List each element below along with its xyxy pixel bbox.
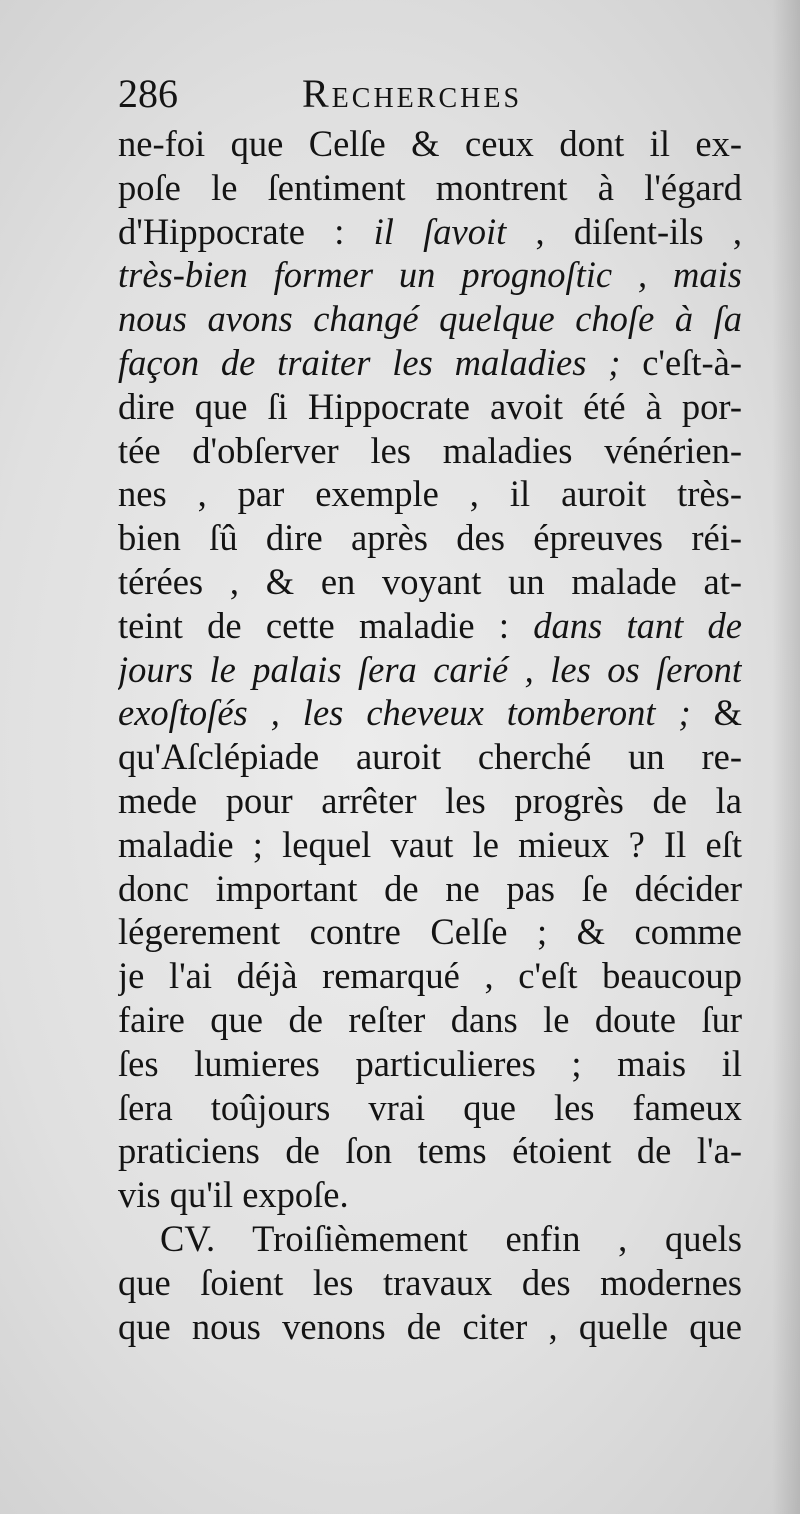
text-line xyxy=(118,1086,742,1130)
text-segment: qu'Aſclépiade auroit cherché un re- xyxy=(118,736,742,778)
text-line xyxy=(118,122,742,166)
italic-text-segment: jours le palais ſera carié , les os ſeront xyxy=(118,648,742,690)
page-gutter-shadow xyxy=(772,0,800,1514)
text-line xyxy=(118,560,742,604)
text-line xyxy=(118,297,742,341)
text-segment: maladie ; lequel vaut le mieux ? Il eſt xyxy=(118,823,742,865)
text-line xyxy=(118,998,742,1042)
text-segment: & xyxy=(690,692,742,734)
italic-text-segment: nous avons changé quelque choſe à ſa xyxy=(118,298,742,340)
text-line xyxy=(118,516,742,560)
italic-text-segment: très-bien former un prognoſtic , mais xyxy=(118,254,742,296)
text-line xyxy=(118,954,742,998)
text-segment: CV. Troiſièmement enfin , quels xyxy=(160,1217,742,1259)
text-line xyxy=(118,385,742,429)
text-line xyxy=(118,735,742,779)
text-line xyxy=(118,1042,742,1086)
text-segment: , diſent-ils , xyxy=(506,210,742,252)
text-segment: c'eſt-à- xyxy=(620,341,742,383)
text-line xyxy=(118,166,742,210)
body-text xyxy=(118,122,742,1348)
text-segment: que ſoient les travaux des modernes xyxy=(118,1261,742,1303)
text-line xyxy=(118,867,742,911)
text-line xyxy=(118,648,742,692)
text-segment: je l'ai déjà remarqué , c'eſt beaucoup xyxy=(118,955,742,997)
text-line xyxy=(118,691,742,735)
text-line xyxy=(118,1217,742,1261)
text-line xyxy=(118,1261,742,1305)
text-line xyxy=(118,472,742,516)
text-line xyxy=(118,1129,742,1173)
text-segment: que nous venons de citer , quelle que xyxy=(118,1305,742,1347)
text-segment: d'Hippocrate : xyxy=(118,210,374,252)
text-segment: tée d'obſerver les maladies vénérien- xyxy=(118,429,742,471)
text-segment: faire que de reſter dans le doute ſur xyxy=(118,998,742,1040)
text-segment: vis qu'il expoſe. xyxy=(118,1174,349,1216)
text-line xyxy=(118,910,742,954)
text-segment: praticiens de ſon tems étoient de l'a- xyxy=(118,1130,742,1172)
text-line xyxy=(118,1173,742,1217)
text-segment: légerement contre Celſe ; & comme xyxy=(118,911,742,953)
text-segment: poſe le ſentiment montrent à l'égard xyxy=(118,166,742,208)
text-line xyxy=(118,210,742,254)
text-segment: nes , par exemple , il auroit très- xyxy=(118,473,742,515)
italic-text-segment: dans tant de xyxy=(533,604,742,646)
page-number: 286 xyxy=(118,71,178,116)
text-segment: ſera toûjours vrai que les fameux xyxy=(118,1086,742,1128)
text-line xyxy=(118,779,742,823)
text-segment: bien ſû dire après des épreuves réi- xyxy=(118,517,742,559)
text-line xyxy=(118,1305,742,1349)
italic-text-segment: façon de traiter les maladies ; xyxy=(118,341,621,383)
italic-text-segment: il ſavoit xyxy=(373,210,507,252)
text-segment: ne-foi que Celſe & ceux dont il ex- xyxy=(118,123,742,164)
text-line xyxy=(118,823,742,867)
text-segment: mede pour arrêter les progrès de la xyxy=(118,779,742,821)
text-line xyxy=(118,604,742,648)
text-segment: ſes lumieres particulieres ; mais il xyxy=(118,1042,742,1084)
text-segment: dire que ſi Hippocrate avoit été à por- xyxy=(118,385,742,427)
running-title: Recherches xyxy=(302,71,523,116)
page-header xyxy=(118,70,638,120)
text-line xyxy=(118,341,742,385)
text-line xyxy=(118,429,742,473)
text-segment: teint de cette maladie : xyxy=(118,604,534,646)
text-segment: donc important de ne pas ſe décider xyxy=(118,867,742,909)
text-segment: térées , & en voyant un malade at- xyxy=(118,560,742,602)
italic-text-segment: exoſtoſés , les cheveux tomberont ; xyxy=(118,692,691,734)
text-line xyxy=(118,253,742,297)
